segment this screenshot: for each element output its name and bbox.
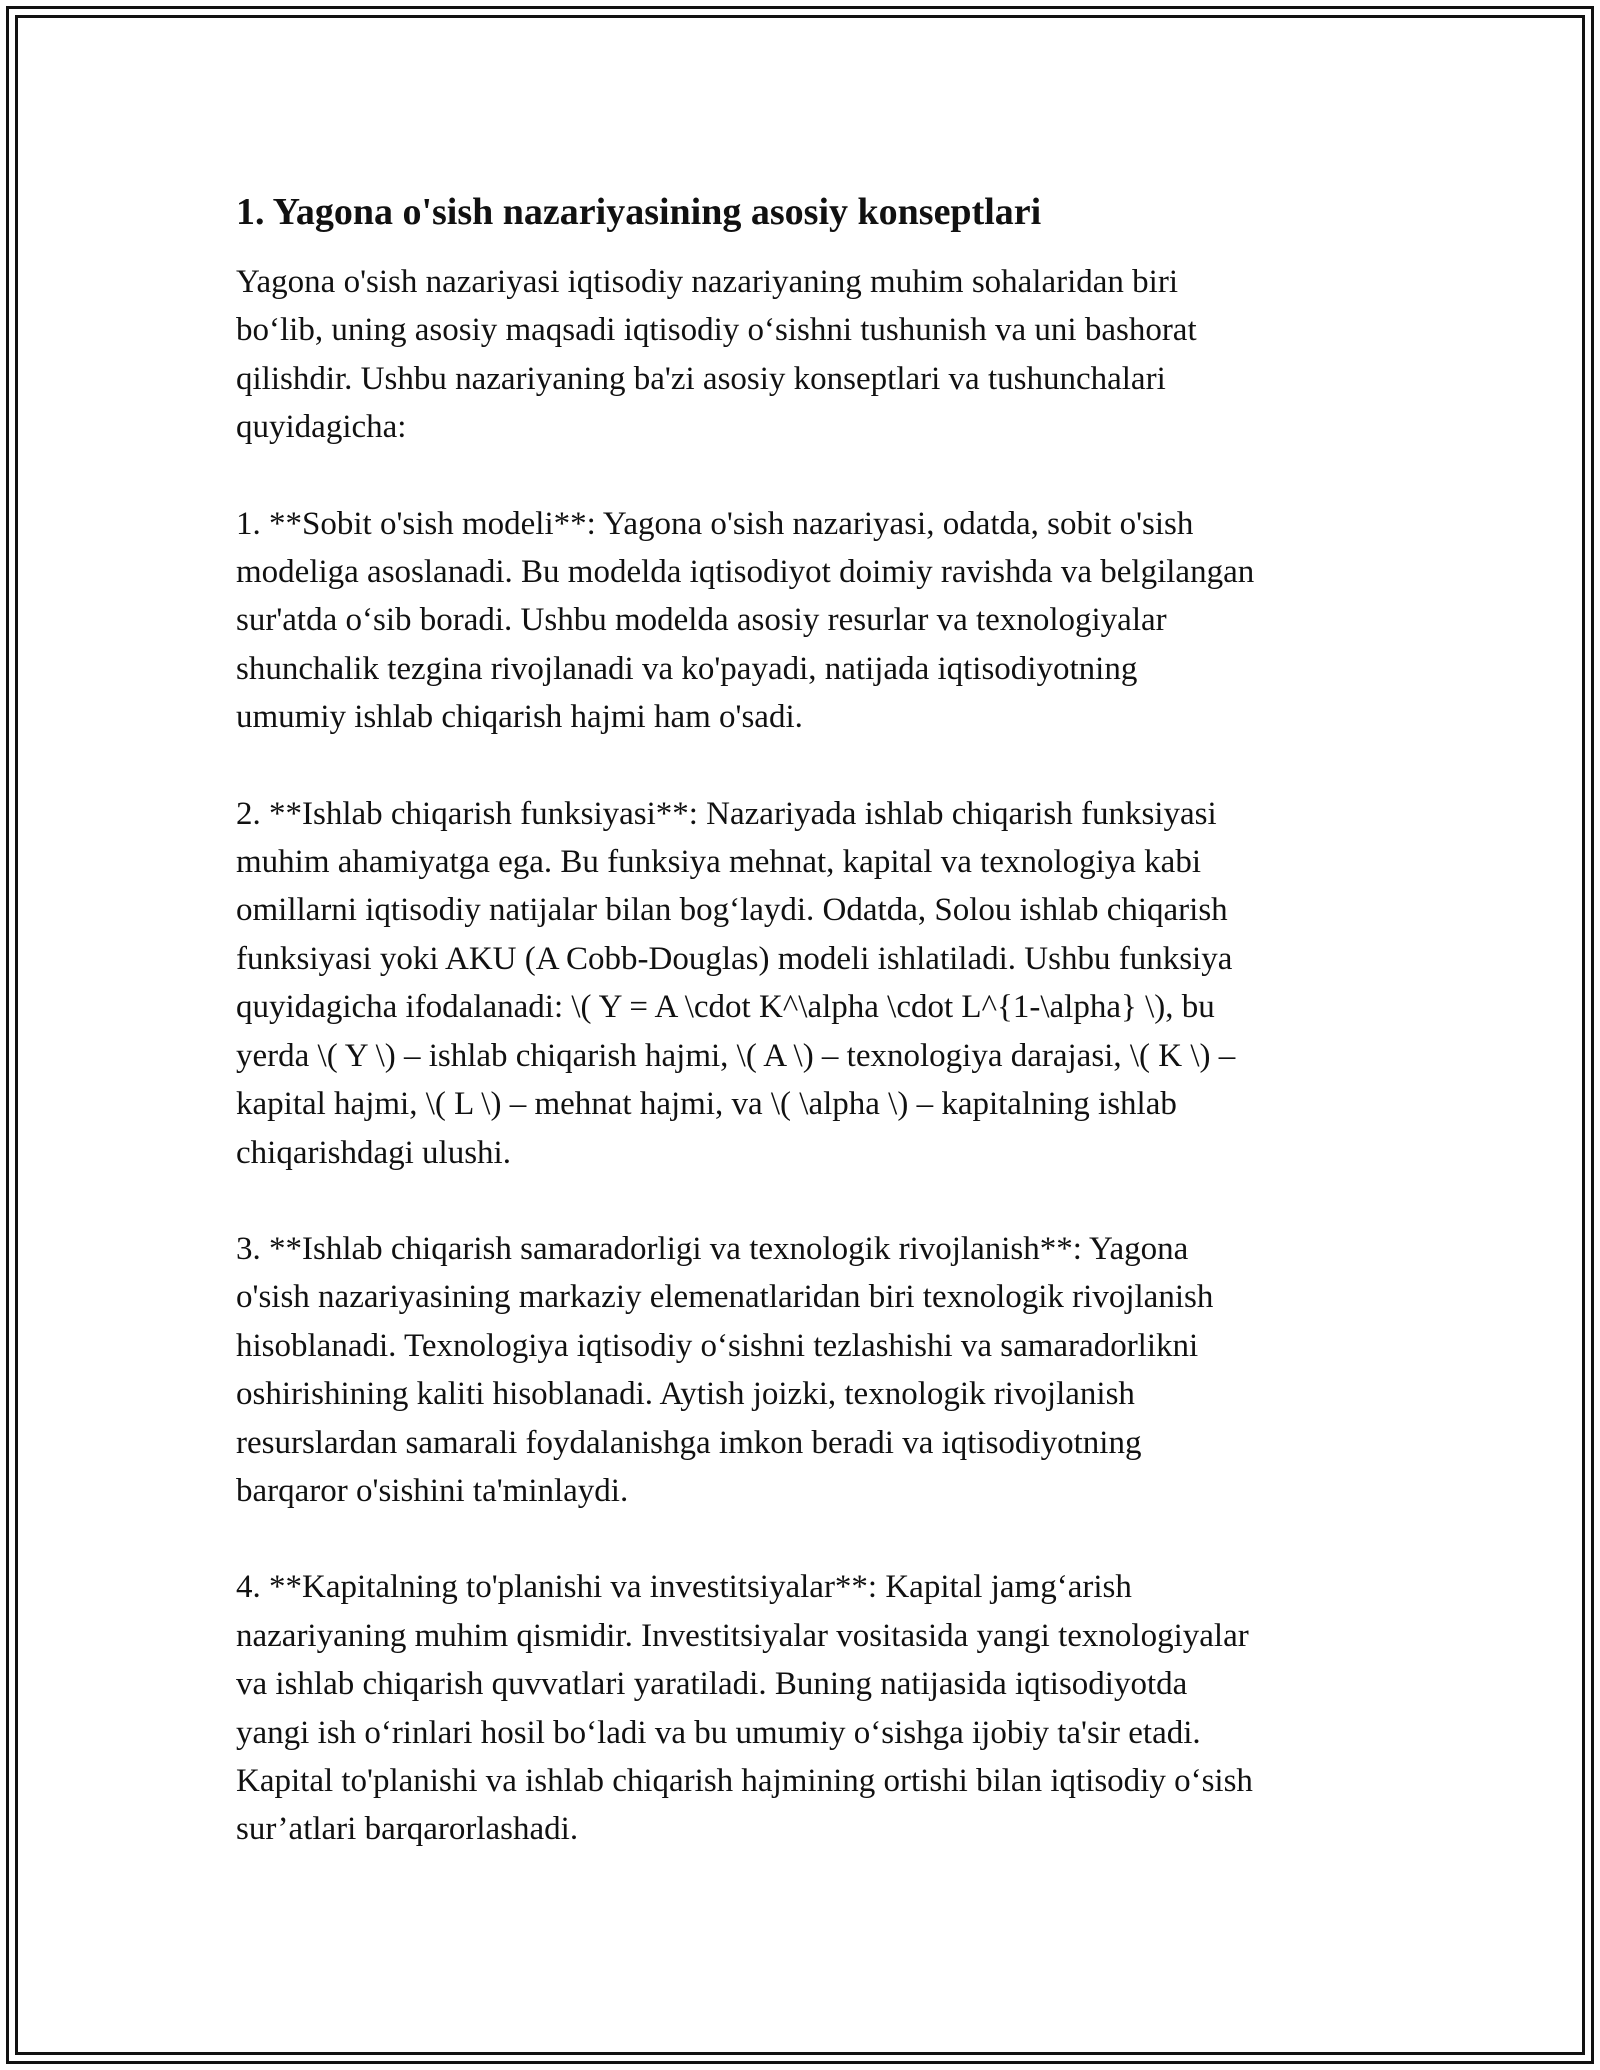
concept-paragraph-4: 4. **Kapitalning to'planishi va investitsiyalar**: Kapital jamg‘arish nazariyaning muhim qismidir. Investitsiyalar vositasida yangi texnologiyalar va ishlab chiqarish quvvatlari yaratiladi. Buning natijasida iqtisodiyotda yangi ish o‘rinlari hosil bo‘ladi va bu umumiy o‘sishga ijobiy ta'sir etadi. Kapital to'planishi va ishlab chiqarish hajmining ortishi bilan iqtisodiy o‘sish sur’atlari barqarorlashadi. bbox=[236, 1569, 1253, 1848]
paragraph-gap bbox=[236, 1515, 1376, 1563]
paragraph-gap bbox=[236, 742, 1376, 790]
paragraph-gap bbox=[236, 1177, 1376, 1225]
intro-paragraph: Yagona o'sish nazariyasi iqtisodiy nazariyaning muhim sohalaridan biri bo‘lib, uning asosiy maqsadi iqtisodiy o‘sishni tushunish va uni bashorat qilishdir. Ushbu nazariyaning ba'zi asosiy konseptlari va tushunchalari quyidagicha: bbox=[236, 264, 1197, 446]
section-heading: 1. Yagona o'sish nazariyasining asosiy konseptlari bbox=[236, 191, 1042, 233]
concept-paragraph-1: 1. **Sobit o'sish modeli**: Yagona o'sish nazariyasi, odatda, sobit o'sish modeliga asoslanadi. Bu modelda iqtisodiyot doimiy ravishda va belgilangan sur'atda o‘sib boradi. Ushbu modelda asosiy resurlar va texnologiyalar shunchalik tezgina rivojlanadi va ko'payadi, natijada iqtisodiyotning umumiy ishlab chiqarish hajmi ham o'sadi. bbox=[236, 505, 1255, 736]
paragraph-gap bbox=[236, 452, 1376, 500]
document-body bbox=[236, 188, 1376, 1854]
concept-paragraph-2: 2. **Ishlab chiqarish funksiyasi**: Nazariyada ishlab chiqarish funksiyasi muhim ahamiyatga ega. Bu funksiya mehnat, kapital va texnologiya kabi omillarni iqtisodiy natijalar bilan bog‘laydi. Odatda, Solou ishlab chiqarish funksiyasi yoki AKU (A Cobb-Douglas) modeli ishlatiladi. Ushbu funksiya quyidagicha ifodalanadi: \( Y = A \cdot K^\alpha \cdot L^{1-\alpha} \), bu yerda \( Y \) – ishlab chiqarish hajmi, \( A \) – texnologiya darajasi, \( K \) – kapital hajmi, \( L \) – mehnat hajmi, va \( \alpha \) – kapitalning ishlab chiqarishdagi ulushi. bbox=[236, 795, 1236, 1171]
concept-paragraph-3: 3. **Ishlab chiqarish samaradorligi va texnologik rivojlanish**: Yagona o'sish nazariyasining markaziy elemenatlaridan biri texnologik rivojlanish hisoblanadi. Texnologiya iqtisodiy o‘sishni tezlashishi va samaradorlikni oshirishining kaliti hisoblanadi. Aytish joizki, texnologik rivojlanish resurslardan samarali foydalanishga imkon beradi va iqtisodiyotning barqaror o'sishini ta'minlaydi. bbox=[236, 1230, 1214, 1509]
